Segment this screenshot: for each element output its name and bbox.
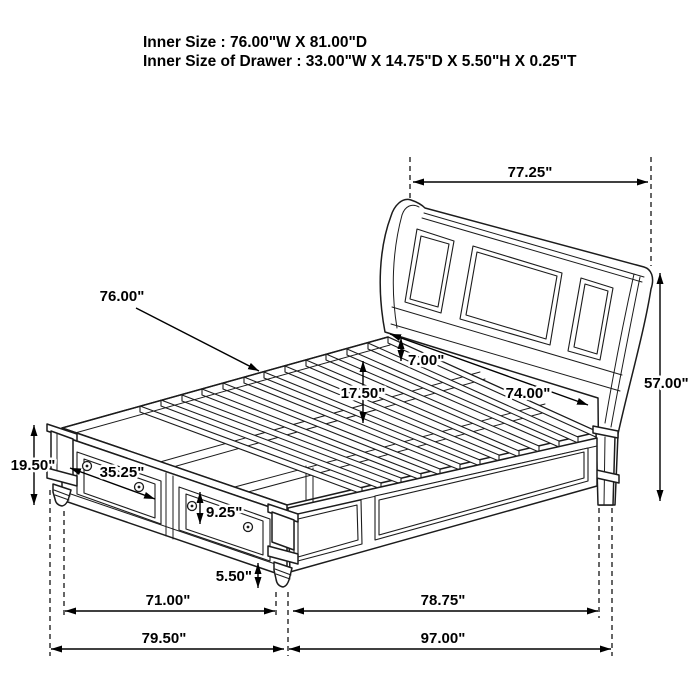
dim-label-7-00: 7.00" <box>408 352 445 369</box>
header <box>143 34 577 70</box>
dim-label-71-00: 71.00" <box>145 592 191 609</box>
dim-label-57-00: 57.00" <box>644 375 689 392</box>
dim-label-5-50: 5.50" <box>215 568 252 585</box>
dim-label-77-25: 77.25" <box>507 164 553 181</box>
dim-footboard-total-width <box>51 630 284 649</box>
dim-label-17-50: 17.50" <box>340 385 386 402</box>
dim-label-78-75: 78.75" <box>420 592 466 609</box>
dim-label-35-25: 35.25" <box>99 464 145 481</box>
dim-foot-height <box>216 563 258 588</box>
dim-rail-section-length <box>293 592 598 611</box>
dim-label-9-25: 9.25" <box>206 504 243 521</box>
inner-drawer-size-label: Inner Size of Drawer : 33.00"W X 14.75"D X 5.50"H X 0.25"T <box>143 53 577 70</box>
dim-label-79-50: 79.50" <box>141 630 187 647</box>
dim-slat-length <box>100 288 259 371</box>
dim-label-19-50: 19.50" <box>10 457 56 474</box>
inner-size-label: Inner Size : 76.00"W X 81.00"D <box>143 34 368 51</box>
dim-total-length <box>289 630 611 649</box>
dim-footboard-height <box>11 425 56 505</box>
dim-label-76-00: 76.00" <box>99 288 145 305</box>
dim-label-97-00: 97.00" <box>420 630 466 647</box>
dim-headboard-height <box>644 273 689 501</box>
dim-label-74-00: 74.00" <box>505 385 551 402</box>
dim-drawer-section-width <box>65 592 275 611</box>
